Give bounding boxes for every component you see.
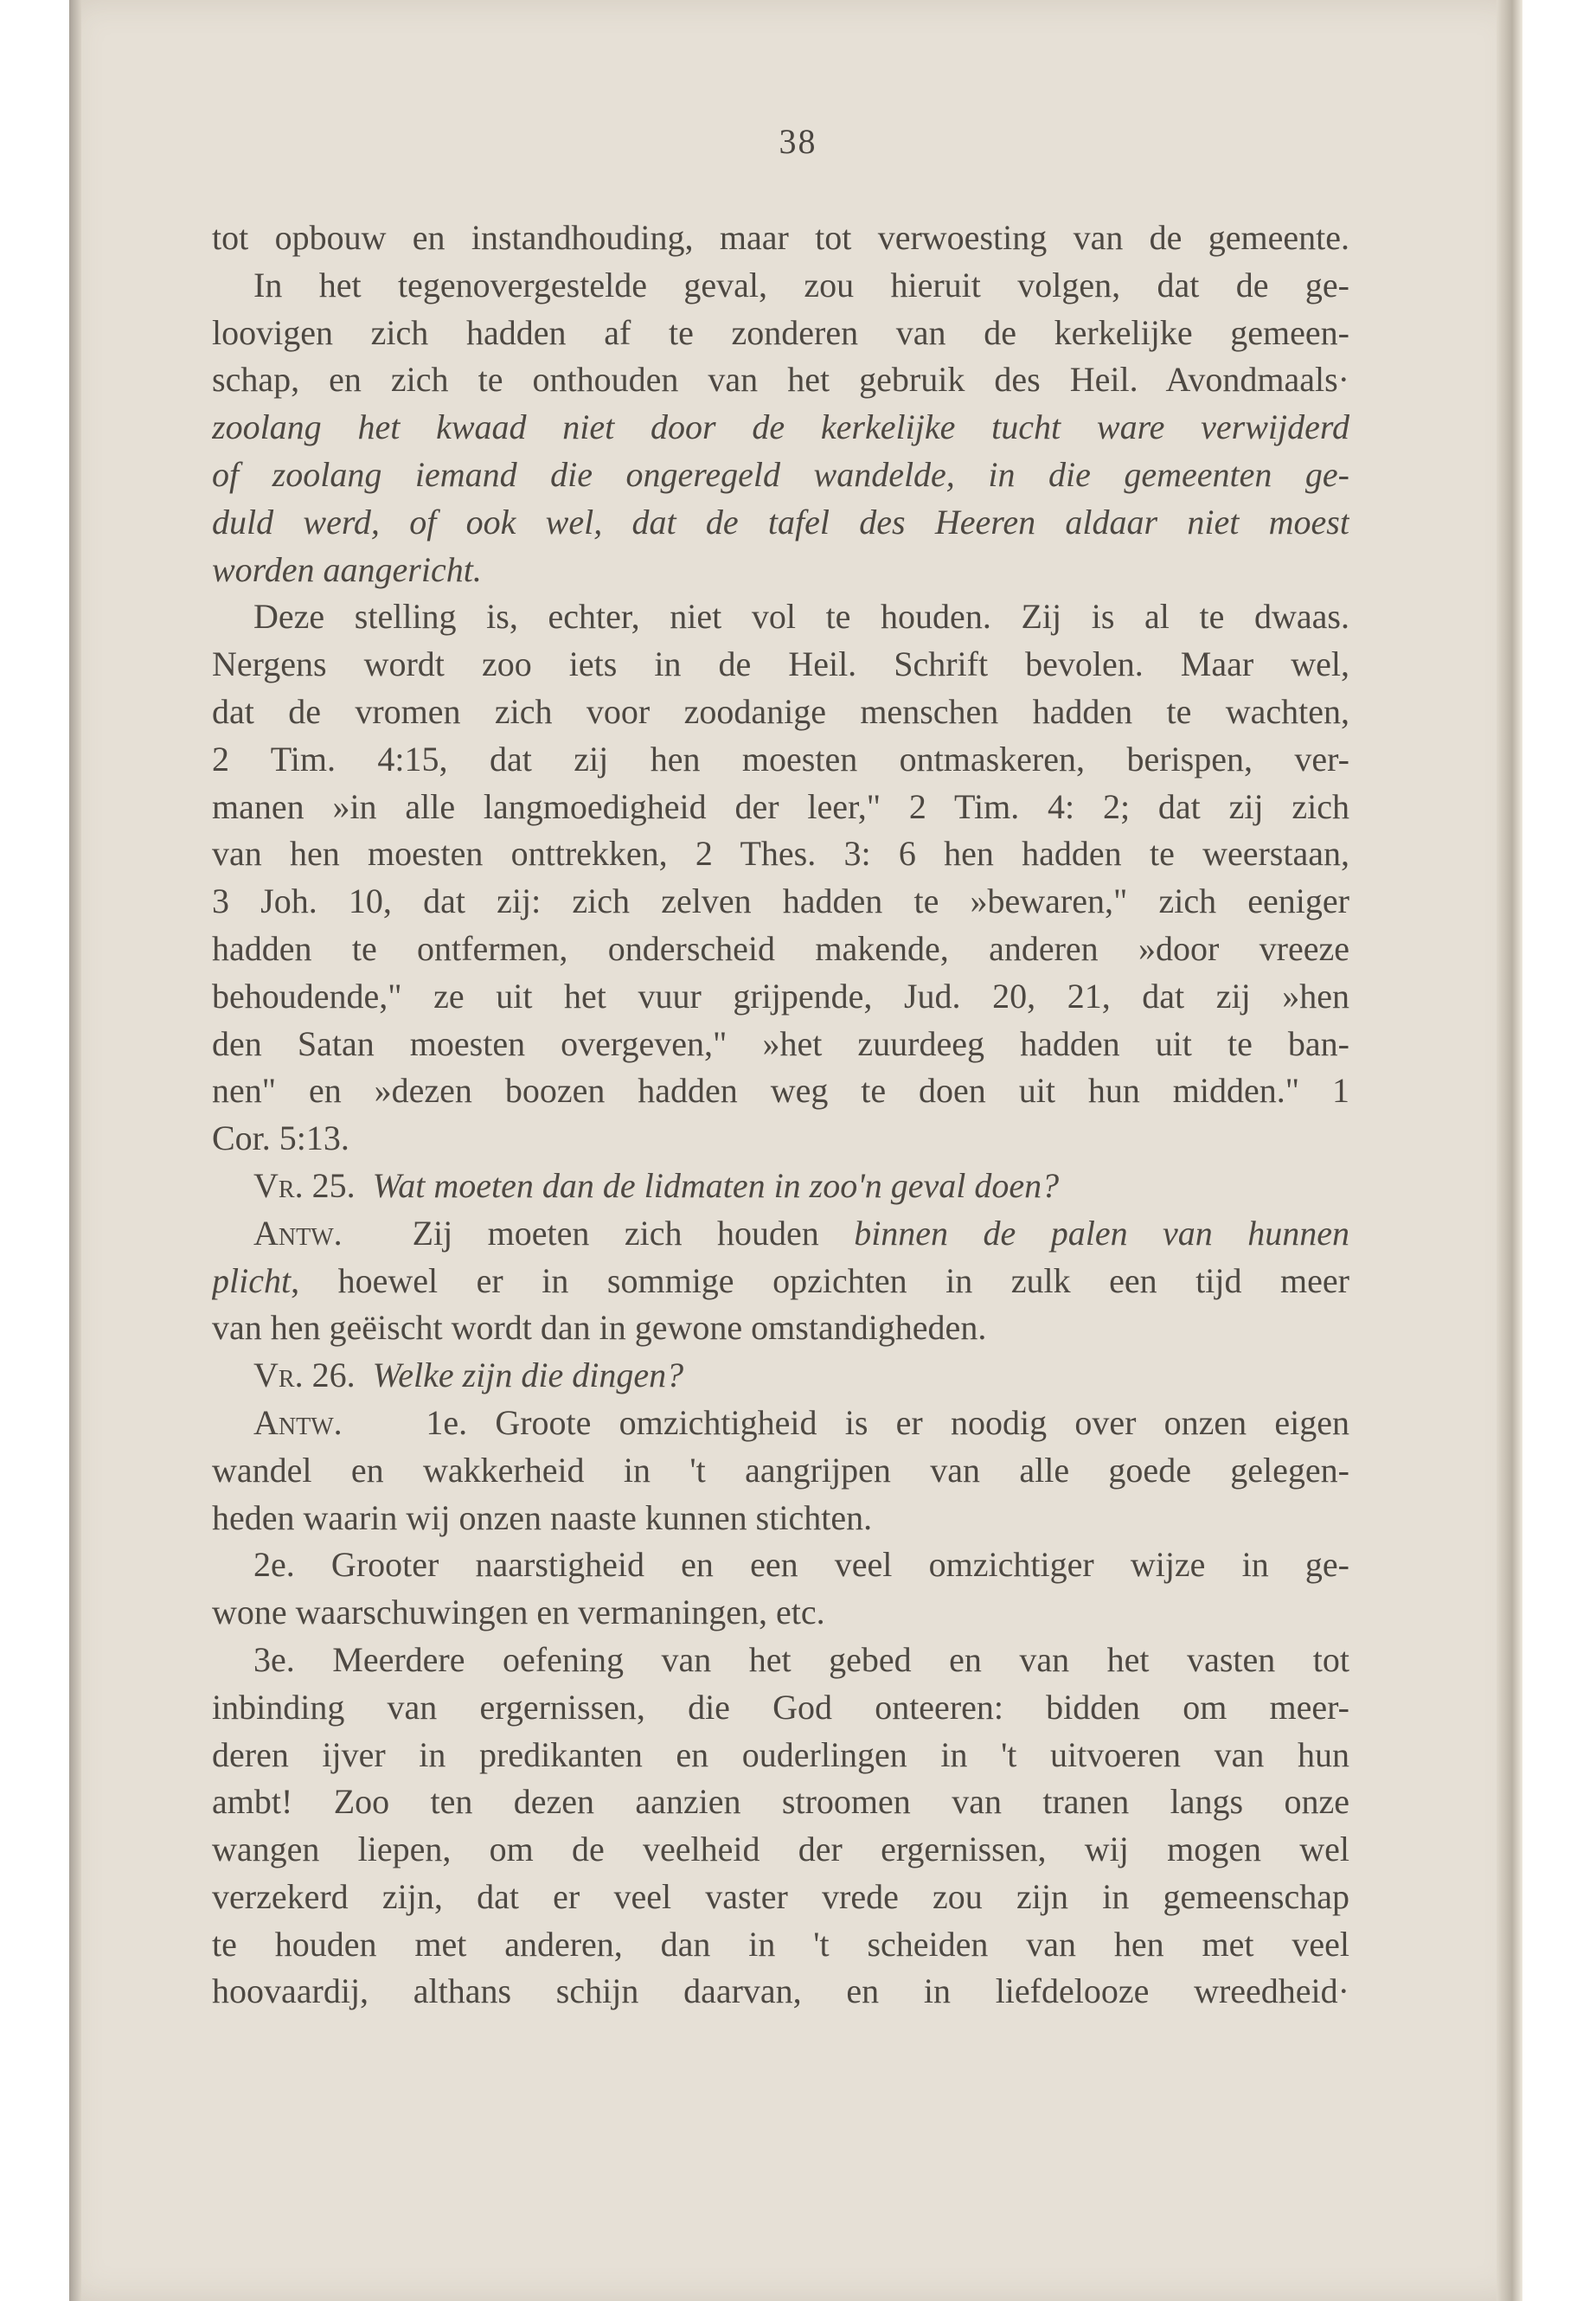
- text-line: Nergens wordt zoo iets in de Heil. Schrift bevolen. Maar wel,: [212, 644, 1349, 684]
- answer-26-line: ambt! Zoo ten dezen aanzien stroomen van tranen langs onze: [212, 1782, 1349, 1822]
- body-text: [212, 215, 1349, 2016]
- answer-label: Antw.: [253, 1402, 343, 1442]
- text-line: 3 Joh. 10, dat zij: zich zelven hadden te »bewaren," zich eeniger: [212, 881, 1349, 921]
- text-line: den Satan moesten overgeven," »het zuurdeeg hadden uit te ban-: [212, 1023, 1349, 1063]
- page-number: 38: [779, 122, 817, 161]
- question-25: [212, 1163, 1349, 1210]
- page-edge-right: [1497, 0, 1522, 2301]
- text-line: behoudende," ze uit het vuur grijpende, Jud. 20, 21, dat zij »hen: [212, 976, 1349, 1016]
- text-line: dat de vromen zich voor zoodanige menschen hadden te wachten,: [212, 691, 1349, 731]
- answer-26-line: te houden met anderen, dan in 't scheiden van hen met veel: [212, 1924, 1349, 1964]
- answer-text-italic: binnen de palen van hunnen: [854, 1213, 1349, 1253]
- answer-26-line: [212, 1400, 1349, 1447]
- answer-26-line: 2e. Grooter naarstigheid en een veel omzichtiger wijze in ge-: [253, 1545, 1349, 1585]
- text-line: schap, en zich te onthouden van het gebruik des Heil. Avondmaals·: [212, 360, 1349, 400]
- question-26: [212, 1352, 1349, 1400]
- answer-25-line: van hen geëischt wordt dan in gewone omstandigheden.: [212, 1308, 987, 1348]
- answer-text-italic: plicht: [212, 1260, 292, 1300]
- text-line: manen »in alle langmoedigheid der leer," 2 Tim. 4: 2; dat zij zich: [212, 786, 1349, 826]
- text-line: 2 Tim. 4:15, dat zij hen moesten ontmaskeren, berispen, ver-: [212, 739, 1349, 779]
- answer-26-line: hoovaardij, althans schijn daarvan, en in liefdelooze wreedheid·: [212, 1971, 1349, 2011]
- answer-text: Zij moeten zich houden: [412, 1213, 819, 1253]
- answer-26-line: inbinding van ergernissen, die God onteeren: bidden om meer-: [212, 1687, 1349, 1727]
- page-edge-left: [69, 0, 81, 2301]
- question-label: Vr. 26.: [253, 1356, 356, 1395]
- text-line: van hen moesten onttrekken, 2 Thes. 3: 6 hen hadden te weerstaan,: [212, 834, 1349, 874]
- answer-text: 1e. Groote omzichtigheid is er noodig over onzen eigen: [426, 1402, 1349, 1442]
- text-line-italic: zoolang het kwaad niet door de kerkelijke tucht ware verwijderd: [212, 407, 1349, 447]
- answer-25-line: [212, 1210, 1349, 1258]
- text-line: nen" en »dezen boozen hadden weg te doen uit hun midden." 1: [212, 1071, 1349, 1111]
- text-line: loovigen zich hadden af te zonderen van de kerkelijke gemeen-: [212, 312, 1349, 352]
- answer-26-line: wone waarschuwingen en vermaningen, etc.: [212, 1593, 825, 1632]
- answer-26-line: 3e. Meerdere oefening van het gebed en van het vasten tot: [253, 1639, 1349, 1679]
- text-line: tot opbouw en instandhouding, maar tot verwoesting van de gemeente.: [212, 218, 1349, 257]
- text-line: Cor. 5:13.: [212, 1118, 349, 1158]
- text-line-italic: worden aangericht.: [212, 549, 482, 589]
- answer-26-line: deren ijver in predikanten en ouderlingen in 't uitvoeren van hun: [212, 1734, 1349, 1774]
- question-text: Welke zijn die dingen?: [372, 1356, 684, 1395]
- question-text: Wat moeten dan de lidmaten in zoo'n geval doen?: [372, 1165, 1060, 1205]
- question-label: Vr. 25.: [253, 1165, 356, 1205]
- text-line: hadden te ontfermen, onderscheid makende, anderen »door vreeze: [212, 928, 1349, 968]
- answer-26-line: heden waarin wij onzen naaste kunnen stichten.: [212, 1497, 873, 1537]
- text-line: In het tegenovergestelde geval, zou hieruit volgen, dat de ge-: [253, 265, 1349, 304]
- answer-label: Antw.: [253, 1213, 343, 1253]
- text-line-italic: duld werd, of ook wel, dat de tafel des Heeren aldaar niet moest: [212, 502, 1349, 542]
- answer-26-line: wandel en wakkerheid in 't aangrijpen van alle goede gelegen-: [212, 1450, 1349, 1490]
- answer-text: , hoewel er in sommige opzichten in zulk een tijd meer: [291, 1260, 1349, 1300]
- answer-26-line: wangen liepen, om de veelheid der ergernissen, wij mogen wel: [212, 1830, 1349, 1869]
- answer-26-line: verzekerd zijn, dat er veel vaster vrede zou zijn in gemeenschap: [212, 1876, 1349, 1916]
- text-line-italic: of zoolang iemand die ongeregeld wandelde, in die gemeenten ge-: [212, 454, 1349, 494]
- answer-25-line: [212, 1258, 1349, 1305]
- text-line: Deze stelling is, echter, niet vol te houden. Zij is al te dwaas.: [253, 597, 1349, 637]
